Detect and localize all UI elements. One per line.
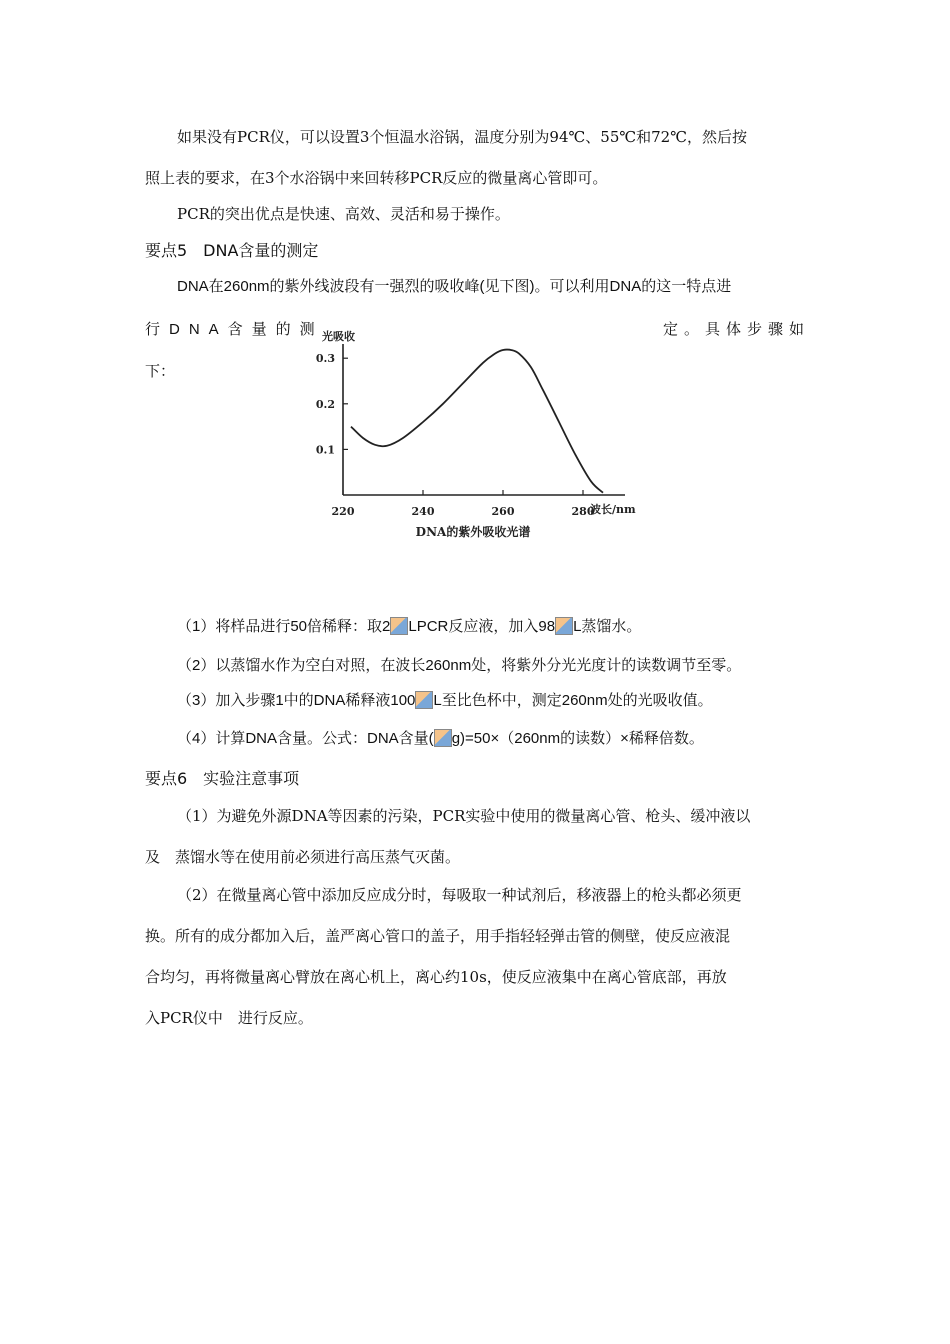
step-3	[177, 691, 842, 711]
step3-text-a: （3）加入步骤1中的DNA稀释液100	[177, 692, 416, 709]
section5-heading: 要点5 DNA含量的测定	[145, 241, 319, 260]
x-tick-label: 240	[411, 505, 435, 518]
section6-p2-line3: 合均匀，再将微量离心臂放在离心机上，离心约10s，使反应液集中在离心管底部，再放	[145, 968, 727, 986]
step-1	[177, 617, 842, 637]
y-tick-label: 0.3	[315, 352, 335, 366]
chart-layer	[316, 329, 636, 539]
section6-p2-line2: 换。所有的成分都加入后，盖严离心管口的盖子，用手指轻轻弹击管的侧壁，使反应液混	[145, 927, 731, 945]
section6-heading: 要点6 实验注意事项	[145, 769, 300, 788]
step1-text-b: LPCR反应液，加入98	[408, 618, 556, 635]
x-tick-label: 220	[331, 505, 355, 518]
section6-p2-line4: 入PCR仪中 进行反应。	[145, 1009, 313, 1027]
intro-line2-left: 行DNA含量的测	[145, 321, 324, 338]
x-tick-label: 260	[491, 505, 515, 518]
y-tick-label: 0.2	[315, 397, 335, 411]
section5-intro-line3: 下：	[145, 362, 176, 380]
x-axis-label: 波长/nm	[590, 503, 636, 516]
section6-p2-line1: （2）在微量离心管中添加反应成分时，每吸取一种试剂后，移液器上的枪头都必须更	[177, 886, 742, 904]
broken-image-icon	[434, 729, 452, 747]
chart-title: DNA的紫外吸收光谱	[415, 525, 531, 539]
para1-line3: PCR的突出优点是快速、高效、灵活和易于操作。	[177, 205, 510, 223]
section5-intro-line1: DNA在260nm的紫外线波段有一强烈的吸收峰(见下图)。可以利用DNA的这一特点进	[177, 278, 732, 295]
section6-p1-line1: （1）为避免外源DNA等因素的污染，PCR实验中使用的微量离心管、枪头、缓冲液以	[177, 807, 751, 825]
uv-absorption-chart	[300, 322, 660, 552]
step-4	[177, 729, 842, 749]
broken-image-icon	[555, 617, 573, 635]
chart-svg	[300, 322, 660, 552]
series-line-0	[351, 350, 603, 493]
step-2: （2）以蒸馏水作为空白对照，在波长260nm处，将紫外分光光度计的读数调节至零。	[177, 657, 742, 674]
para1-line2: 照上表的要求，在3个水浴锅中来回转移PCR反应的微量离心管即可。	[145, 169, 608, 187]
step4-text-b: g)=50×（260nm的读数）×稀释倍数。	[451, 730, 704, 747]
broken-image-icon	[390, 617, 408, 635]
step1-text-a: （1）将样品进行50倍稀释：取2	[177, 618, 391, 635]
para1-line1: 如果没有PCR仪，可以设置3个恒温水浴锅，温度分别为94℃、55℃和72℃，然后按	[177, 128, 748, 146]
step4-text-a: （4）计算DNA含量。公式：DNA含量(	[177, 730, 434, 747]
broken-image-icon	[415, 691, 433, 709]
step3-text-b: L至比色杯中，测定260nm处的光吸收值。	[433, 692, 713, 709]
x-tick-label: 280	[571, 505, 595, 518]
y-tick-label: 0.1	[315, 443, 335, 457]
intro-line2-right: 定。具体步骤如	[662, 321, 810, 338]
section6-p1-line2: 及 蒸馏水等在使用前必须进行高压蒸气灭菌。	[145, 848, 461, 866]
y-axis-label: 光吸收	[322, 330, 355, 343]
step1-text-c: L蒸馏水。	[573, 618, 642, 635]
